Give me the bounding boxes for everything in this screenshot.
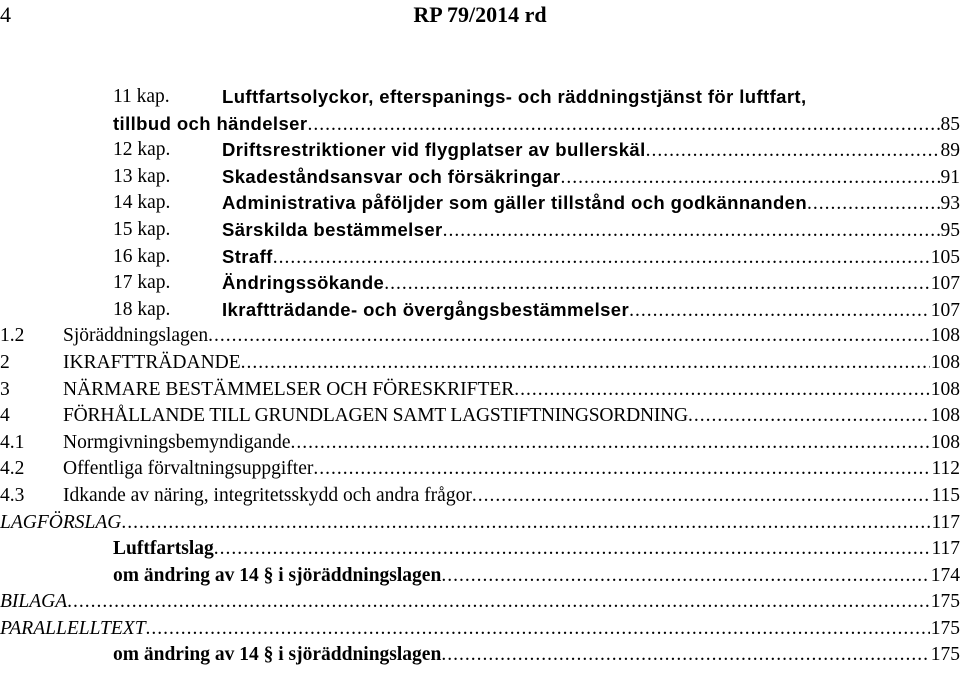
toc-page: 108 [930, 431, 960, 453]
table-of-contents [0, 84, 960, 669]
toc-page: 105 [930, 246, 960, 268]
document-title: RP 79/2014 rd [413, 2, 547, 27]
dot-leader [629, 298, 930, 324]
toc-number: 4.2 [0, 458, 25, 480]
toc-title: IKRAFTTRÄDANDE [63, 351, 241, 373]
toc-title: Driftsrestriktioner vid flygplatser av bullerskäl [222, 139, 646, 161]
toc-page: 89 [940, 140, 960, 162]
dot-leader [121, 510, 930, 536]
dot-leader [561, 165, 940, 191]
toc-page: 174 [930, 564, 960, 586]
toc-page: 112 [931, 458, 960, 480]
toc-row-2[interactable] [0, 350, 960, 377]
dot-leader [146, 616, 930, 642]
dot-leader [384, 271, 930, 297]
toc-title: Administrativa påföljder som gäller tillstånd och godkännanden [222, 192, 808, 214]
toc-page: 175 [930, 644, 960, 666]
dot-leader [441, 642, 929, 668]
toc-title: tillbud och händelser [113, 112, 308, 134]
toc-page: 117 [931, 511, 960, 533]
toc-row-bilaga[interactable] [0, 589, 960, 616]
toc-number: 15 kap. [113, 218, 171, 240]
toc-page: 95 [940, 219, 960, 241]
toc-page: 108 [930, 351, 960, 373]
dot-leader [688, 403, 930, 429]
toc-row-1-2[interactable] [0, 323, 960, 350]
toc-page: 107 [930, 273, 960, 295]
dot-leader [290, 430, 929, 456]
toc-page: 108 [930, 325, 960, 347]
toc-row-lagforslag[interactable] [0, 510, 960, 537]
toc-title: om ändring av 14 § i sjöräddningslagen [113, 644, 442, 666]
dot-leader [472, 483, 931, 509]
dot-leader [241, 350, 930, 376]
toc-row-12-kap[interactable] [0, 137, 960, 164]
dot-leader [273, 245, 930, 271]
toc-row-14-kap[interactable] [0, 190, 960, 217]
toc-page: 93 [940, 193, 960, 215]
toc-page: 175 [930, 617, 960, 639]
toc-page: 117 [931, 538, 960, 560]
toc-row-13-kap[interactable] [0, 164, 960, 191]
toc-title: Normgivningsbemyndigande [63, 431, 291, 453]
dot-leader [443, 218, 940, 244]
toc-title: Offentliga förvaltningsuppgifter [63, 458, 314, 480]
dot-leader [313, 456, 930, 482]
toc-number: 4.3 [0, 484, 25, 506]
toc-row-4[interactable] [0, 403, 960, 430]
toc-row-sjoraddningslagen-1[interactable] [0, 563, 960, 590]
toc-row-4-1[interactable] [0, 430, 960, 457]
toc-row-18-kap[interactable] [0, 297, 960, 324]
toc-number: 2 [0, 351, 10, 373]
toc-title: Sjöräddningslagen [63, 325, 209, 347]
toc-title: PARALLELLTEXT [0, 617, 146, 639]
toc-page: 175 [930, 591, 960, 613]
dot-leader [807, 191, 939, 217]
toc-number: 3 [0, 378, 10, 400]
toc-title: LAGFÖRSLAG [0, 511, 122, 533]
dot-leader [214, 536, 931, 562]
page-number: 4 [0, 2, 11, 27]
toc-number: 12 kap. [113, 139, 171, 161]
toc-number: 18 kap. [113, 298, 171, 320]
toc-page: 115 [931, 484, 960, 506]
toc-row-17-kap[interactable] [0, 270, 960, 297]
toc-page: 85 [940, 113, 960, 135]
toc-page: 108 [930, 405, 960, 427]
toc-number: 13 kap. [113, 165, 171, 187]
dot-leader [514, 377, 929, 403]
dot-leader [307, 112, 939, 138]
toc-row-4-3[interactable] [0, 483, 960, 510]
toc-row-luftfartslag[interactable] [0, 536, 960, 563]
toc-number: 14 kap. [113, 192, 171, 214]
dot-leader [208, 323, 930, 349]
toc-row-sjoraddningslagen-2[interactable] [0, 642, 960, 669]
toc-number: 11 kap. [113, 86, 170, 107]
toc-title: Luftfartslag [113, 538, 214, 560]
toc-title: Luftfartsolyckor, efterspanings- och räddningstjänst för luftfart, [222, 86, 807, 107]
toc-title: om ändring av 14 § i sjöräddningslagen [113, 564, 442, 586]
toc-title: Ikraftträdande- och övergångsbestämmelser [222, 298, 630, 320]
toc-row-parallelltext[interactable] [0, 616, 960, 643]
toc-row-3[interactable] [0, 377, 960, 404]
toc-page: 108 [930, 378, 960, 400]
toc-title: BILAGA [0, 591, 68, 613]
toc-title: FÖRHÅLLANDE TILL GRUNDLAGEN SAMT LAGSTIFTNINGSORDNING [63, 405, 688, 427]
toc-page: 91 [940, 166, 960, 188]
toc-number: 16 kap. [113, 245, 171, 267]
toc-row-15-kap[interactable] [0, 217, 960, 244]
toc-title: Straff [222, 245, 273, 267]
toc-title: Skadeståndsansvar och försäkringar [222, 165, 561, 187]
dot-leader [646, 138, 940, 164]
dot-leader [67, 589, 930, 615]
dot-leader [441, 563, 929, 589]
toc-row-11-kap[interactable] [0, 84, 960, 111]
toc-title: Särskilda bestämmelser [222, 218, 443, 240]
toc-row-11-kap-cont[interactable] [0, 111, 960, 138]
toc-page: 107 [930, 299, 960, 321]
toc-title: NÄRMARE BESTÄMMELSER OCH FÖRESKRIFTER [63, 378, 515, 400]
toc-number: 1.2 [0, 325, 25, 347]
toc-number: 4 [0, 405, 10, 427]
toc-row-16-kap[interactable] [0, 244, 960, 271]
toc-number: 17 kap. [113, 272, 171, 294]
toc-title: Idkande av näring, integritetsskydd och andra frågor [63, 484, 472, 506]
toc-row-4-2[interactable] [0, 456, 960, 483]
toc-title: Ändringssökande [222, 272, 385, 294]
toc-number: 4.1 [0, 431, 25, 453]
